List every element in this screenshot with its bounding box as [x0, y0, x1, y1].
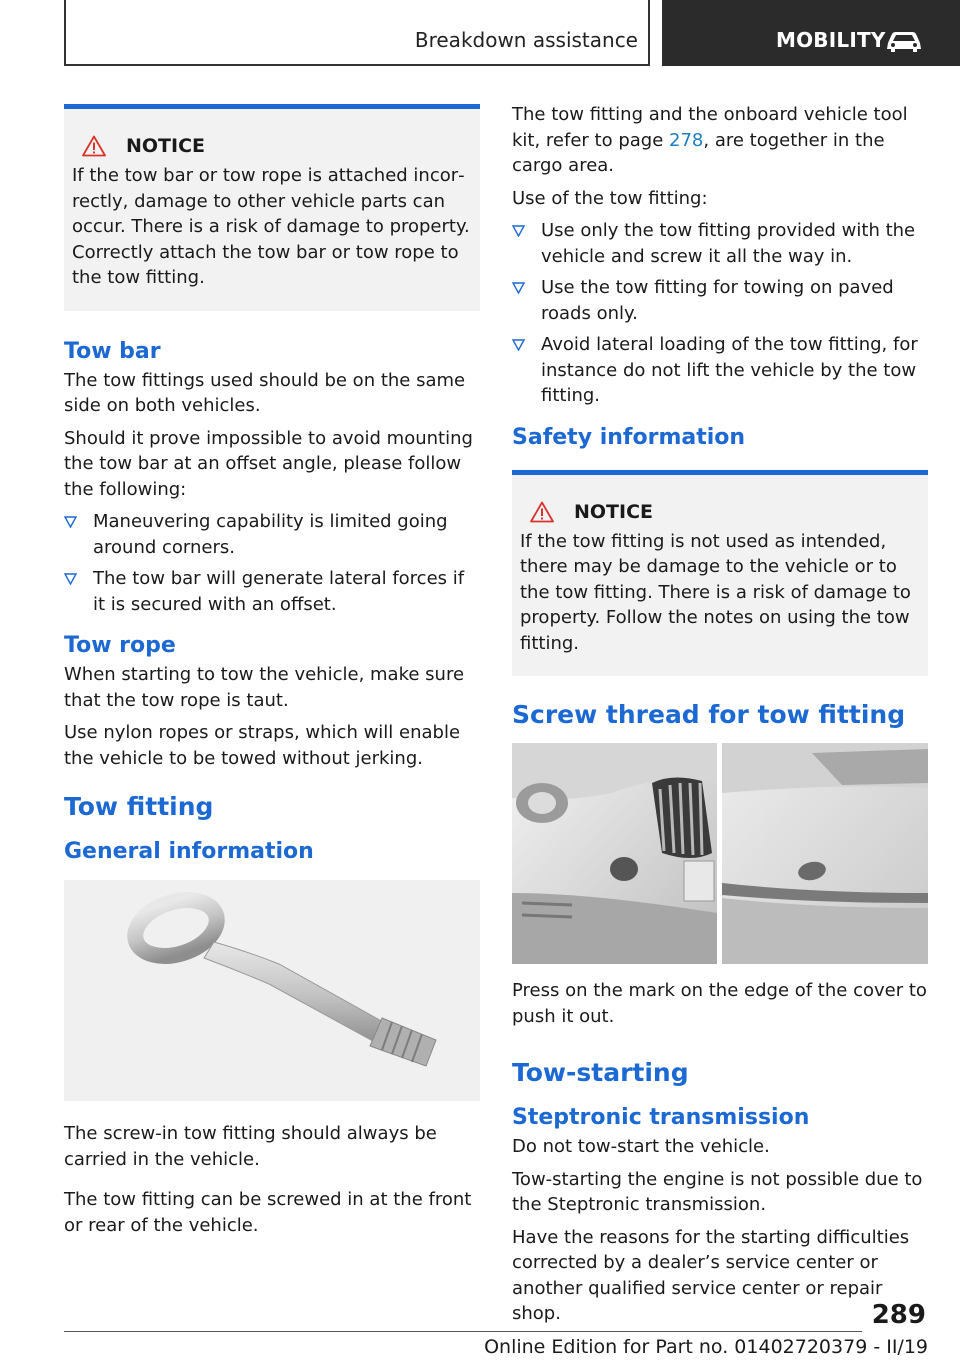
header-chapter-tab: [662, 0, 960, 66]
list-item-text: The tow bar will generate lateral forces if it is secured with an offset.: [93, 568, 465, 615]
notice-title-text: NOTICE: [126, 135, 206, 157]
heading-steptronic-transmission: Steptronic transmission: [512, 1105, 810, 1130]
heading-tow-bar: Tow bar: [64, 338, 161, 364]
footer-edition: Online Edition for Part no. 01402720379 - II/19: [484, 1336, 928, 1358]
notice-text: If the tow fitting is not used as intended, there may be damage to the vehicle or to the tow fitting. There is a risk of damage to property. Follow the notes on using the tow fitting.: [520, 530, 911, 654]
list-item-text: Use only the tow fitting provided with the vehicle and screw it all the way in.: [541, 220, 916, 267]
notice-text: If the tow bar or tow rope is attached incorrectly, damage to other vehicle parts can occur. There is a risk of damage to property. Correctly attach the tow bar or tow rope to the tow fitting.: [72, 165, 470, 288]
car-icon: [884, 29, 924, 53]
paragraph: The tow fittings used should be on the same side on both vehicles.: [64, 369, 466, 416]
heading-safety-information: Safety information: [512, 424, 746, 450]
left-column: [64, 104, 480, 1245]
paragraph: Press on the mark on the edge of the cover to push it out.: [512, 980, 927, 1027]
page-header: [64, 0, 960, 66]
heading-general-information: General information: [64, 839, 314, 864]
page-reference-link[interactable]: 278: [669, 129, 704, 151]
heading-tow-fitting: Tow fitting: [64, 792, 214, 821]
triangle-bullet-icon: [512, 339, 525, 351]
header-section-title: Breakdown assistance: [414, 28, 638, 52]
paragraph-text: The tow fitting and the onboard vehicle tool kit, refer to page: [512, 104, 908, 151]
list-item-text: Use the tow fitting for towing on paved roads only.: [541, 277, 894, 324]
paragraph: Use nylon ropes or straps, which will enable the vehicle to be towed without jerking.: [64, 722, 461, 769]
paragraph: The tow fitting can be screwed in at the front or rear of the vehicle.: [64, 1189, 472, 1236]
bullet-list: [512, 218, 928, 409]
tow-eye-icon: [64, 880, 480, 1101]
list-item-text: Maneuvering capability is limited going around corners.: [93, 511, 448, 558]
warning-icon: [530, 501, 554, 523]
paragraph: Should it prove impossible to avoid mounting the tow bar at an offset angle, please follow the following:: [64, 427, 473, 500]
bumper-cover-icon: [512, 743, 928, 964]
bullet-list: [64, 509, 480, 617]
page-number: 289: [871, 1300, 926, 1330]
screw-thread-photo: [512, 743, 928, 964]
triangle-bullet-icon: [512, 282, 525, 294]
paragraph: Use of the tow fitting:: [512, 187, 708, 209]
triangle-bullet-icon: [512, 225, 525, 237]
notice-title: [530, 501, 920, 523]
list-item: [512, 332, 928, 409]
heading-screw-thread: Screw thread for tow fitting: [512, 700, 906, 729]
paragraph: Do not tow-start the vehicle.: [512, 1136, 770, 1157]
paragraph: Tow-starting the engine is not possible due to the Steptronic transmission.: [512, 1168, 923, 1215]
footer-divider: [64, 1331, 862, 1332]
paragraph-text: , are together in the cargo area.: [512, 129, 885, 176]
heading-tow-starting: Tow-starting: [512, 1058, 689, 1087]
triangle-bullet-icon: [64, 573, 77, 585]
header-divider: [648, 0, 650, 66]
notice-box: [64, 104, 480, 311]
notice-title: [82, 135, 472, 157]
heading-tow-rope: Tow rope: [64, 633, 176, 658]
list-item: [64, 566, 480, 617]
list-item: [64, 509, 480, 560]
triangle-bullet-icon: [64, 516, 77, 528]
paragraph: The screw-in tow fitting should always be carried in the vehicle.: [64, 1123, 437, 1170]
notice-box: [512, 470, 928, 677]
header-chapter-title: MOBILITY: [776, 28, 886, 52]
paragraph: Have the reasons for the starting difficulties corrected by a dealer’s service center or another qualified service center or repair shop.: [512, 1226, 910, 1324]
list-item: [512, 218, 928, 269]
paragraph: When starting to tow the vehicle, make sure that the tow rope is taut.: [64, 664, 465, 711]
warning-icon: [82, 135, 106, 157]
list-item-text: Avoid lateral loading of the tow fitting, for instance do not lift the vehicle by the tow fitting.: [541, 334, 918, 406]
list-item: [512, 275, 928, 326]
right-column: [512, 102, 928, 1334]
paragraph: [512, 102, 928, 179]
notice-title-text: NOTICE: [574, 500, 654, 523]
tow-fitting-illustration: [64, 880, 480, 1101]
